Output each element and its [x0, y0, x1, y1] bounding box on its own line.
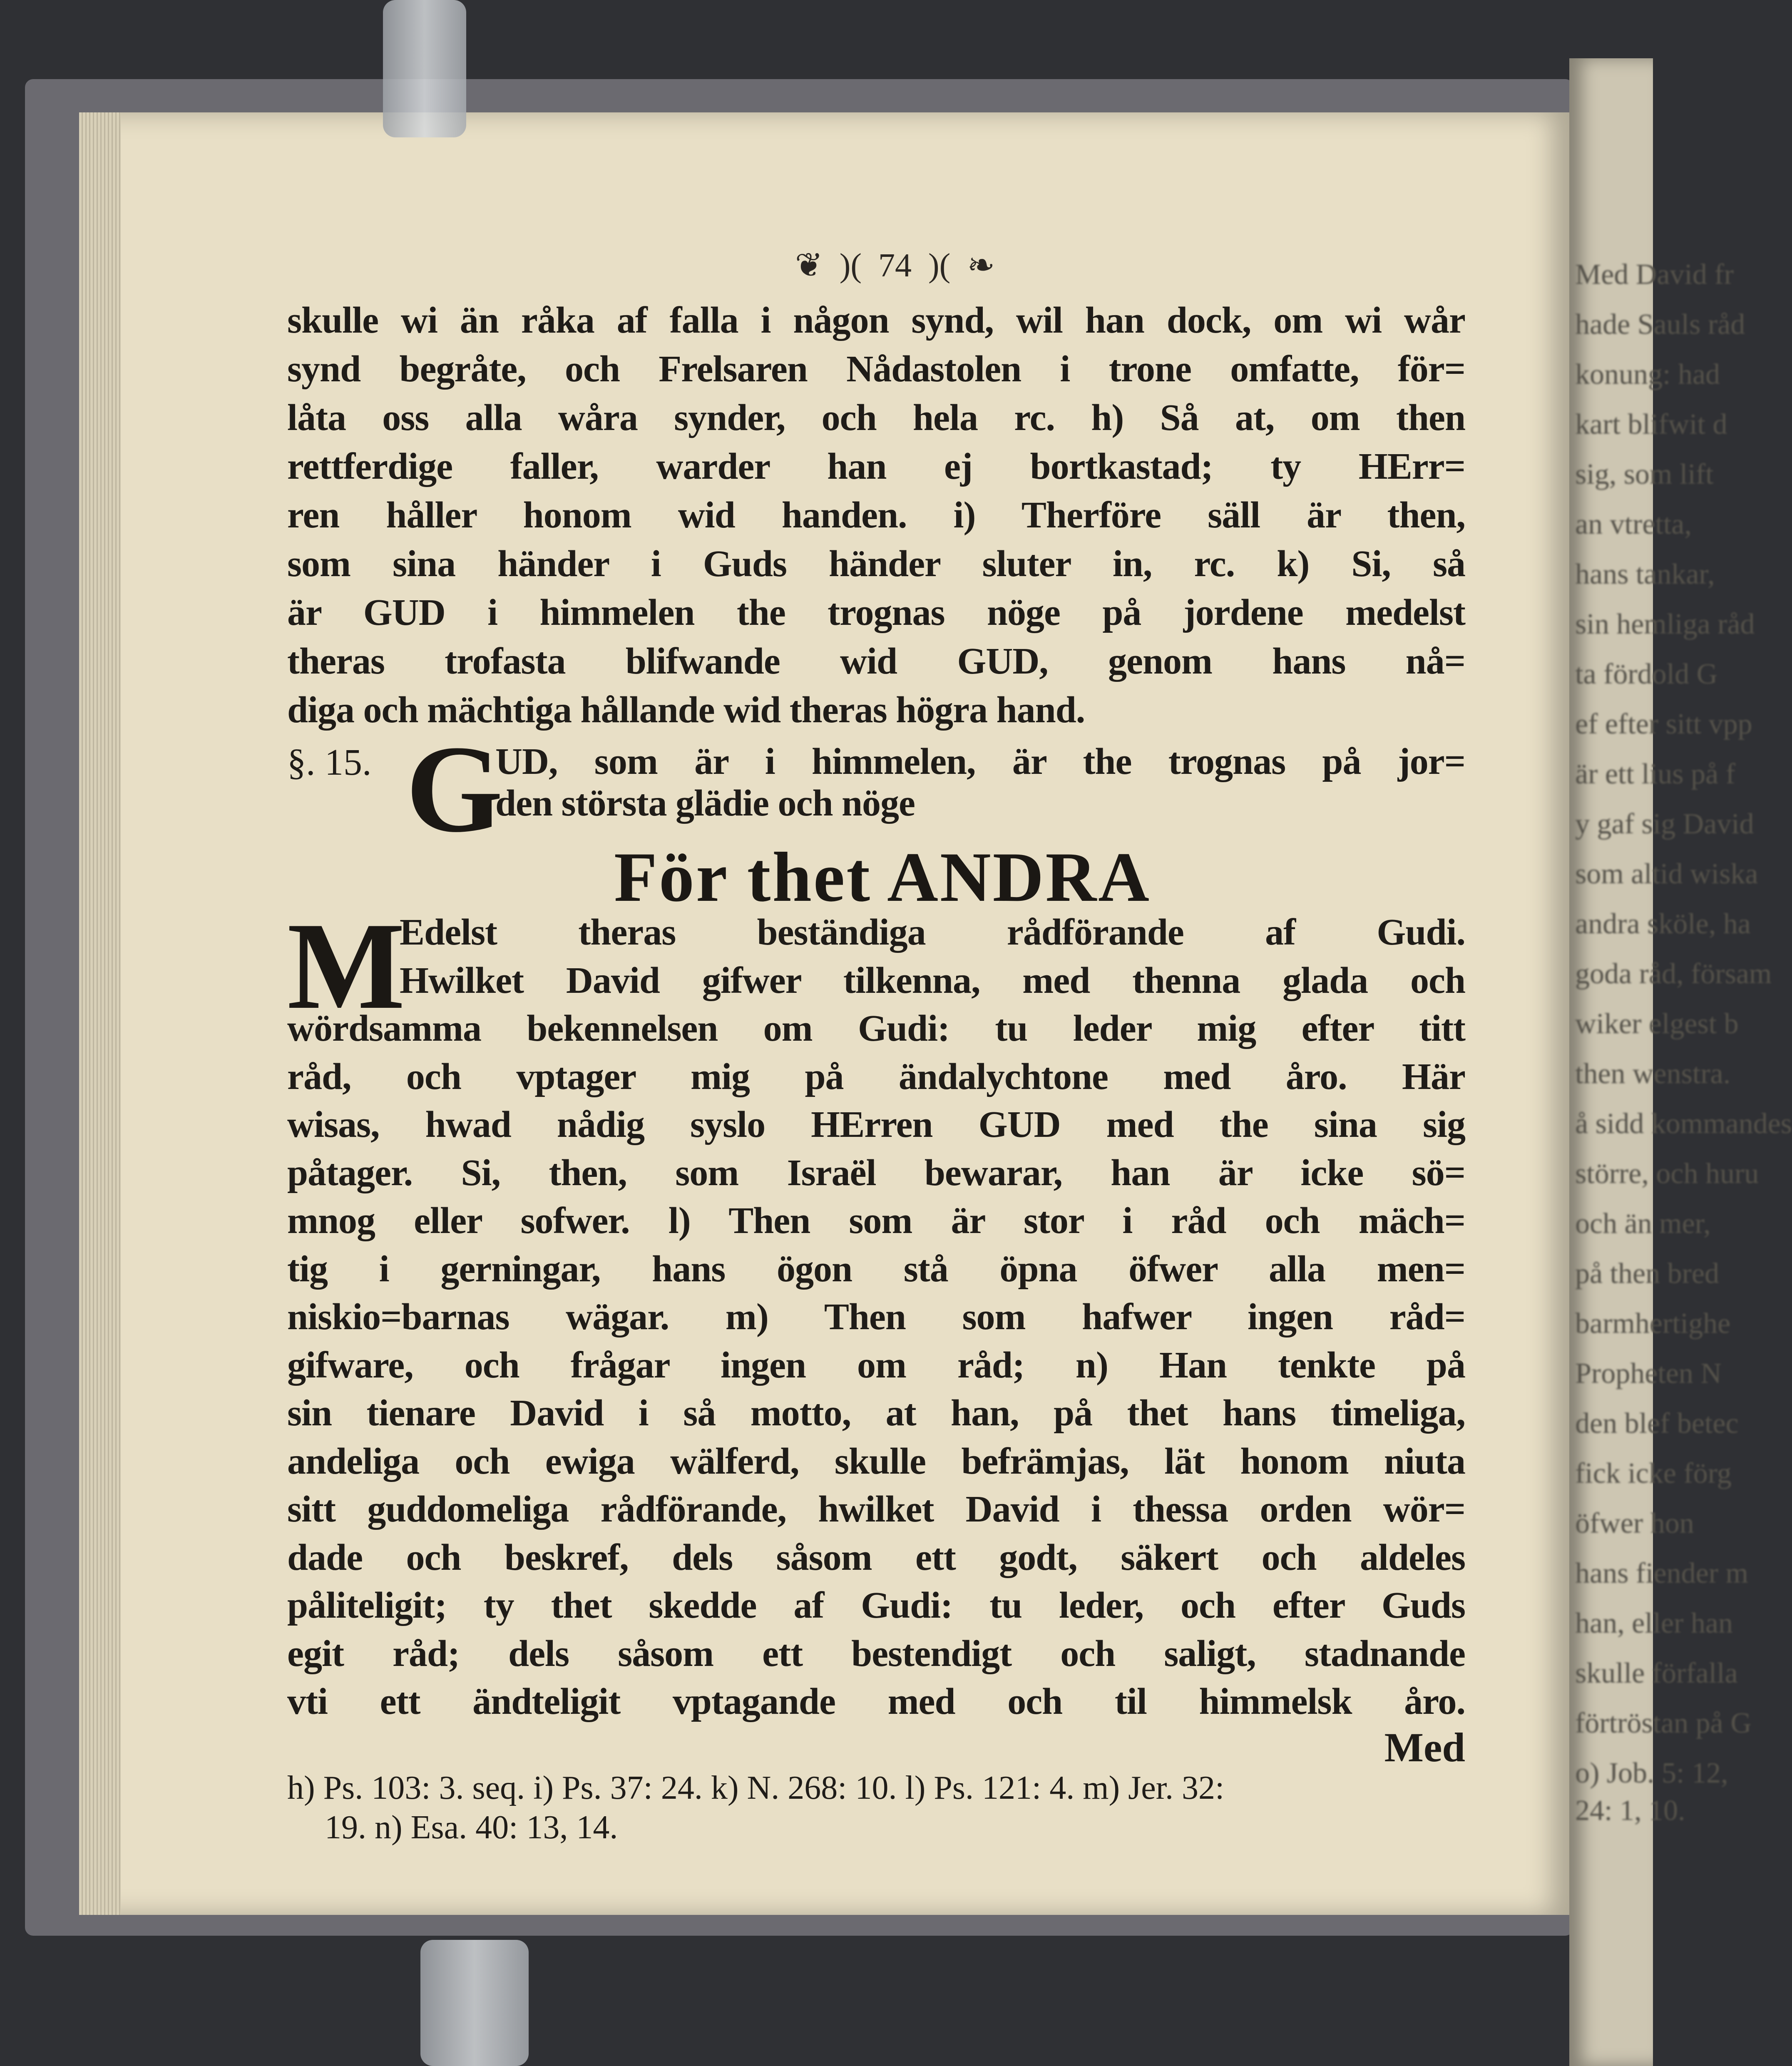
bottom-page-clip — [420, 1940, 529, 2066]
text-line: vti ett ändteligit vptagande med och til himmelsk åro. — [287, 1681, 1465, 1722]
section-subtitle: För thet ANDRA — [614, 838, 1151, 916]
right-page-text-line: skulle förfalla — [1575, 1657, 1738, 1689]
text-line: skulle wi än råka af falla i någon synd, wil han dock, om wi wår — [287, 300, 1465, 341]
text-line: mnog eller sofwer. l) Then som är stor i råd och mäch= — [287, 1200, 1465, 1241]
text-line: påliteligit; ty thet skedde af Gudi: tu leder, och efter Guds — [287, 1585, 1465, 1626]
page-number: 74 — [878, 247, 912, 284]
section-line-1: UD, som är i himmelen, är the trognas på jor= — [495, 741, 1465, 782]
text-line: påtager. Si, then, som Israël bewarar, han är icke sö= — [287, 1152, 1465, 1193]
right-page-text-line: Propheten N — [1575, 1357, 1722, 1390]
right-page-text-line: goda råd, försam — [1575, 958, 1772, 990]
right-page-text-line: hans tankar, — [1575, 558, 1715, 590]
right-page-text-line: barmhertighe — [1575, 1308, 1731, 1340]
text-line: råd, och vptager mig på ändalychtone med åro. Här — [287, 1056, 1465, 1097]
text-line: egit råd; dels såsom ett bestendigt och saligt, stadnande — [287, 1633, 1465, 1674]
right-page-text-line: större, och huru — [1575, 1158, 1759, 1190]
right-page-text-line: wiker elgest b — [1575, 1008, 1739, 1040]
text-line: Edelst theras beständiga rådförande af Gudi. — [400, 912, 1465, 953]
right-page — [1569, 58, 1792, 2066]
text-line: sitt guddomeliga rådförande, hwilket David i thessa orden wör= — [287, 1489, 1465, 1530]
right-page-text-line: hade Sauls råd — [1575, 308, 1745, 341]
right-page-text-line: fick icke förg — [1575, 1457, 1732, 1489]
text-line: tig i gerningar, hans ögon stå öpna öfwer alla men= — [287, 1248, 1465, 1290]
text-line: diga och mächtiga hållande wid theras högra hand. — [287, 689, 1085, 731]
text-line: andeliga och ewiga wälferd, skulle befrämjas, lät honom niuta — [287, 1440, 1465, 1482]
bracket-left: )( — [839, 247, 862, 284]
right-page-text-line: andra sköle, ha — [1575, 908, 1751, 940]
text-line: är GUD i himmelen the trognas nöge på jordene medelst — [287, 592, 1465, 633]
text-line: wördsamma bekennelsen om Gudi: tu leder mig efter titt — [287, 1008, 1465, 1049]
right-page-text-line: y gaf sig David — [1575, 808, 1754, 840]
text-line: låta oss alla wåra synder, och hela rc. h) Så at, om then — [287, 397, 1465, 438]
right-page-text-line: är ett lius på f — [1575, 758, 1735, 790]
text-line: dade och beskref, dels såsom ett godt, säkert och aldeles — [287, 1536, 1465, 1578]
text-line: theras trofasta blifwande wid GUD, genom hans nå= — [287, 641, 1465, 682]
right-page-text-line: på then bred — [1575, 1258, 1719, 1290]
right-page-text-line: konung: had — [1575, 358, 1720, 390]
right-page-text-line: den blef betec — [1575, 1407, 1739, 1439]
right-page-text-line: som altid wiska — [1575, 858, 1758, 890]
right-page-text-line: och än mer, — [1575, 1208, 1711, 1240]
bracket-right: )( — [928, 247, 951, 284]
footnotes-line-1: h) Ps. 103: 3. seq. i) Ps. 37: 24. k) N. 268: 10. l) Ps. 121: 4. m) Jer. 32: — [287, 1770, 1225, 1806]
right-page-text-line: ta fördold G — [1575, 658, 1718, 690]
text-line: gifware, och frågar ingen om råd; n) Han tenkte på — [287, 1344, 1465, 1386]
catchword: Med — [1384, 1724, 1465, 1770]
text-line: synd begråte, och Frelsaren Nådastolen i trone omfatte, för= — [287, 348, 1465, 390]
text-line: wisas, hwad nådig syslo HErren GUD med the sina sig — [287, 1104, 1465, 1145]
right-page-text-line: hans fiender m — [1575, 1557, 1748, 1589]
page-header — [749, 246, 1041, 285]
right-page-text-line: sin hemliga råd — [1575, 608, 1755, 640]
ornament-left-icon: ❦ — [795, 247, 823, 284]
section-line-2: den största glädie och nöge — [495, 783, 915, 824]
right-page-text-line: kart blifwit d — [1575, 408, 1727, 440]
text-line: niskio=barnas wägar. m) Then som hafwer ingen råd= — [287, 1296, 1465, 1338]
right-page-text-line: Med David fr — [1575, 259, 1734, 291]
section-drop-cap: G — [406, 720, 503, 858]
ornament-right-icon: ❧ — [967, 247, 995, 284]
right-page-text-line: å sidd kommandes — [1575, 1108, 1792, 1140]
right-page-text-line: ef efter sitt vpp — [1575, 708, 1752, 740]
text-line: ren håller honom wid handen. i) Therföre säll är then, — [287, 495, 1465, 536]
right-page-text-line: sig, som lift — [1575, 458, 1714, 490]
text-line: Hwilket David gifwer tilkenna, med thenna glada och — [400, 960, 1465, 1001]
text-line: som sina händer i Guds händer sluter in, rc. k) Si, så — [287, 543, 1465, 584]
right-page-text-line: öfwer hon — [1575, 1507, 1694, 1539]
section-number: §. 15. — [287, 742, 372, 783]
right-page-text-line: han, eller han — [1575, 1607, 1733, 1639]
text-line: sin tienare David i så motto, at han, på thet hans timeliga, — [287, 1392, 1465, 1434]
text-line: rettferdige faller, warder han ej bortkastad; ty HErr= — [287, 446, 1465, 487]
right-page-text-line: an vtretta, — [1575, 508, 1692, 540]
paragraph-2-drop-cap: M — [287, 897, 405, 1035]
page-edges — [79, 112, 121, 1915]
right-page-text-line: o) Job. 5: 12, — [1575, 1757, 1728, 1789]
right-page-text-line: 24: 1, 10. — [1575, 1795, 1685, 1827]
right-page-text-line: then wenstra. — [1575, 1058, 1731, 1090]
footnotes-line-2: 19. n) Esa. 40: 13, 14. — [325, 1809, 618, 1846]
right-page-text-line: förtröstan på G — [1575, 1707, 1752, 1739]
top-page-clip — [383, 0, 466, 137]
